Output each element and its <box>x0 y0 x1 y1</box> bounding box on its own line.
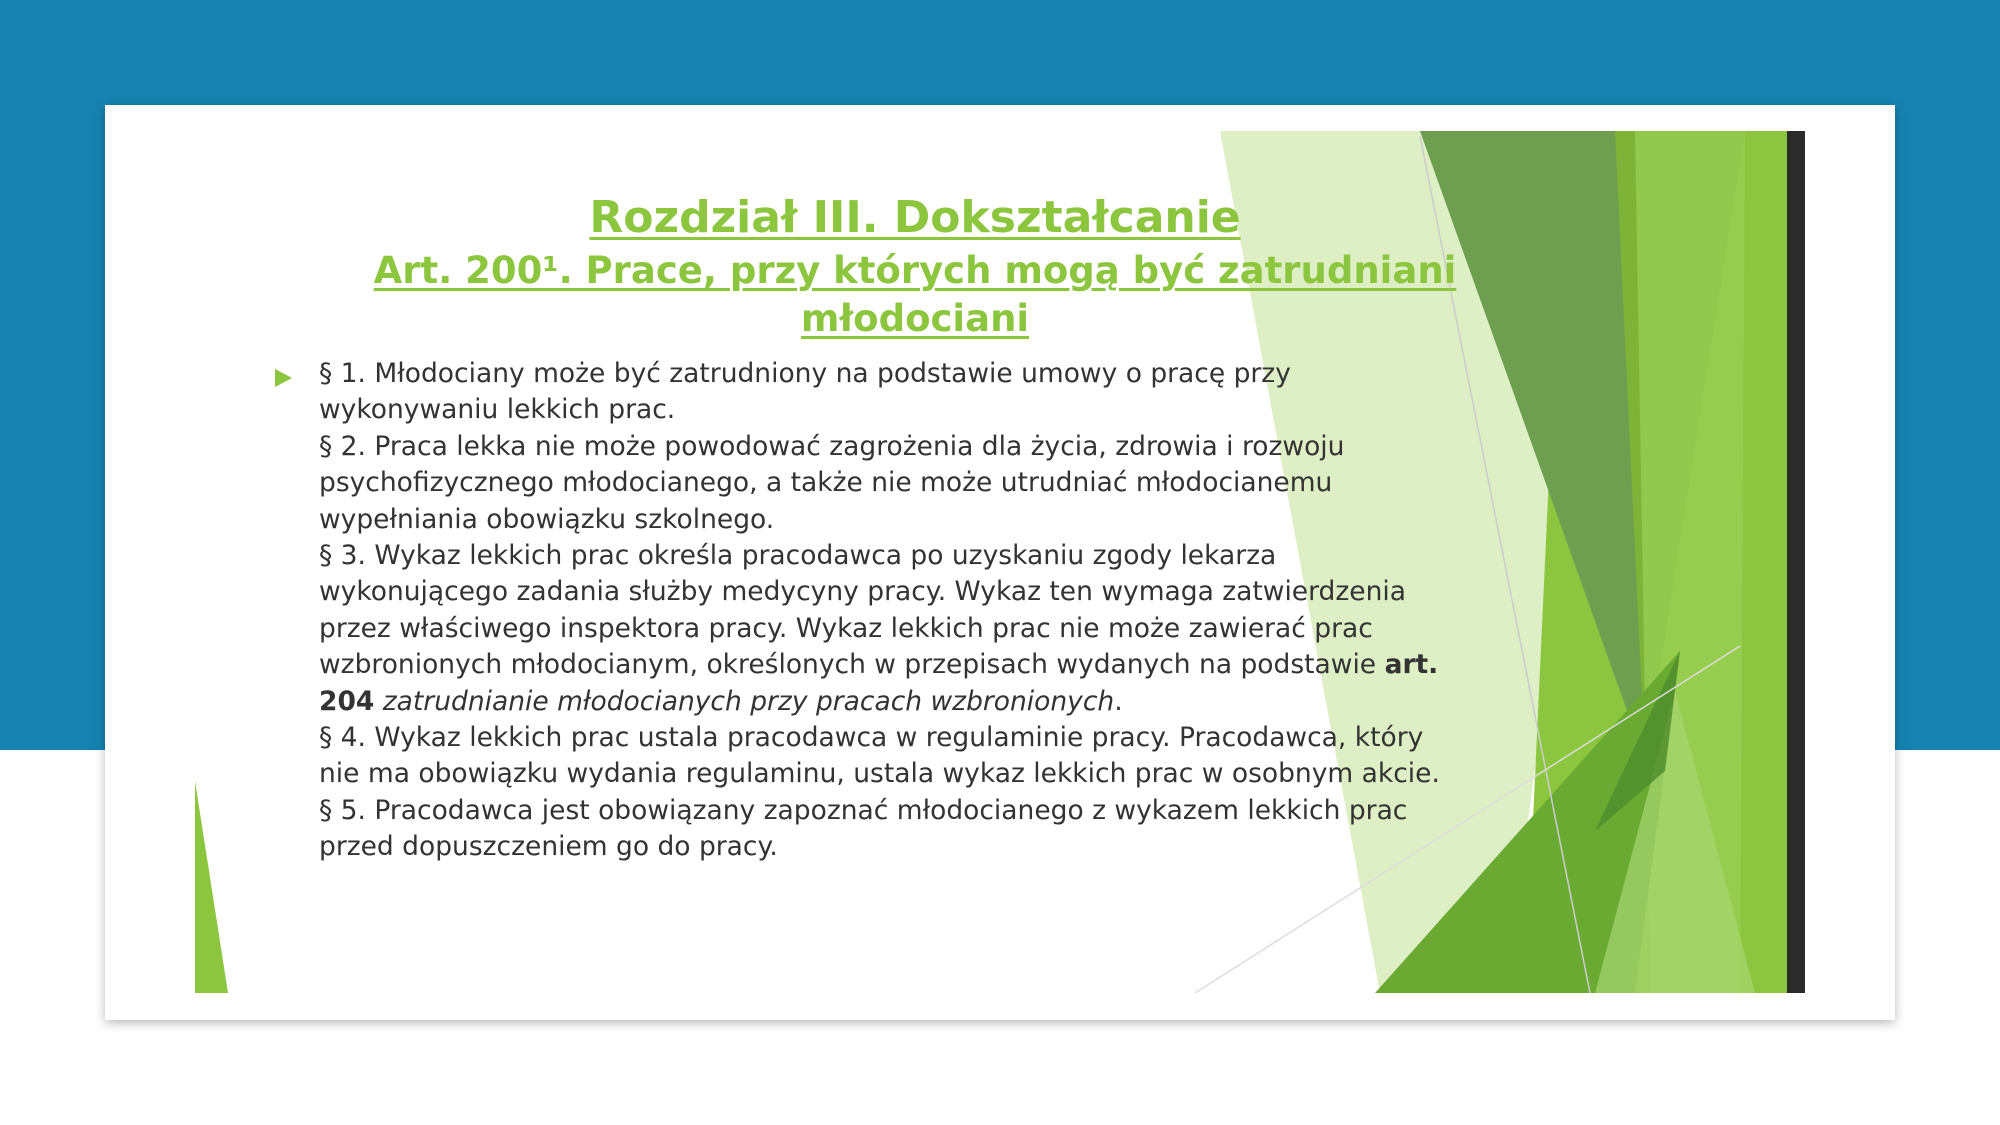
dark-right-bar <box>1787 131 1805 993</box>
slide-title <box>295 191 1535 343</box>
triangle-bullet-icon <box>275 369 292 387</box>
body-text <box>319 356 1449 866</box>
title-article: Art. 200¹. Prace, przy których mogą być zatrudniani młodociani <box>373 249 1457 340</box>
paragraph-3-text: § 3. Wykaz lekkich prac określa pracodawca po uzyskaniu zgody lekarza wykonującego zadania służby medycyny pracy. Wykaz ten wymaga zatwierdzenia przez właściwego inspektora pracy. Wykaz lekkich prac nie może zawierać prac wzbronionych młodocianym, określonych w przepisach wydanych na podstawie <box>319 540 1406 681</box>
article-reference-title: zatrudnianie młodocianych przy pracach wzbronionych <box>382 685 1115 717</box>
title-chapter: Rozdział III. Dokształcanie <box>589 192 1241 243</box>
paragraph-4: § 4. Wykaz lekkich prac ustala pracodawca w regulaminie pracy. Pracodawca, który nie ma obowiązku wydania regulaminu, ustala wykaz lekkich prac w osobnym akcie. <box>319 722 1440 790</box>
left-green-sliver <box>195 781 228 993</box>
paragraph-1: § 1. Młodociany może być zatrudniony na podstawie umowy o pracę przy wykonywaniu lekkich prac. <box>319 358 1291 426</box>
paragraph-2: § 2. Praca lekka nie może powodować zagrożenia dla życia, zdrowia i rozwoju psychofizycznego młodocianego, a także nie może utrudniać młodocianemu wypełniania obowiązku szkolnego. <box>319 430 1345 535</box>
article-reference: art. 204 <box>319 649 1439 717</box>
paragraph-3-end: . <box>1114 685 1123 717</box>
slide <box>195 131 1805 993</box>
paragraph-3 <box>319 538 1449 720</box>
paragraph-5: § 5. Pracodawca jest obowiązany zapoznać młodocianego z wykazem lekkich prac przed dopuszczeniem go do pracy. <box>319 794 1408 863</box>
